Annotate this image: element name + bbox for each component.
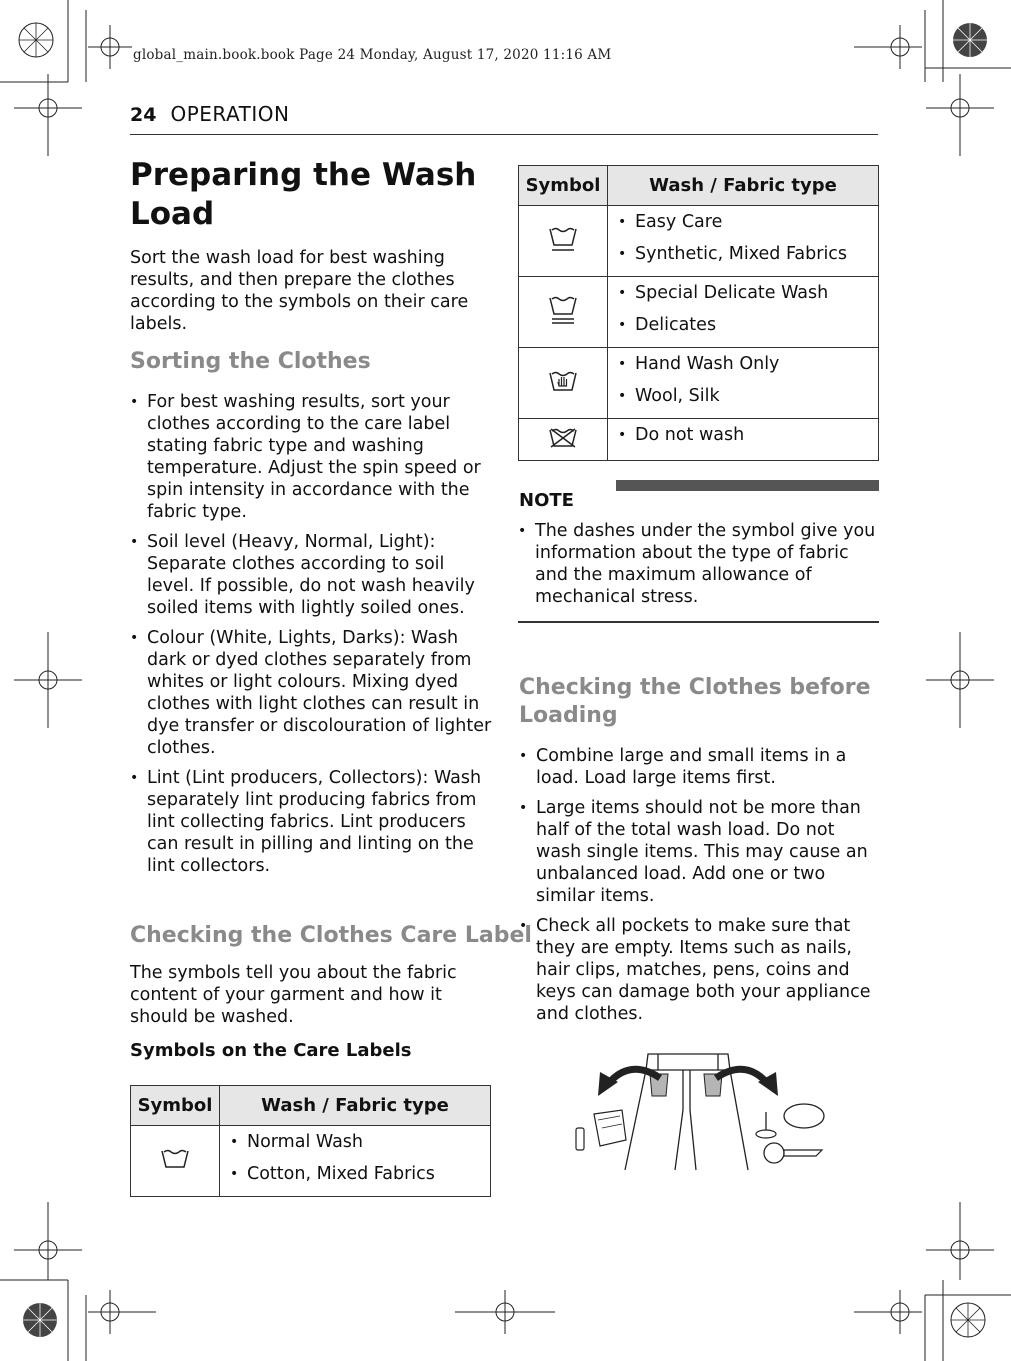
- checking-heading: Checking the Clothes before Loading: [519, 675, 871, 728]
- table-row: [131, 1126, 491, 1197]
- list-item: • Soil level (Heavy, Normal, Light): Separate clothes according to soil level. If possible, do not wash heavily soiled items with lightly soiled ones.: [130, 531, 492, 619]
- checking-list: [519, 745, 879, 1025]
- section-title: OPERATION: [170, 102, 290, 126]
- list-item: • Hand Wash Only: [618, 353, 878, 375]
- list-item: • Special Delicate Wash: [618, 282, 878, 304]
- note-divider: [518, 621, 879, 623]
- page-title: Preparing the Wash Load: [130, 157, 477, 232]
- left-column: [130, 156, 492, 335]
- sorting-section: [130, 348, 492, 885]
- list-item: • Cotton, Mixed Fabrics: [230, 1163, 490, 1185]
- care-label-heading: Checking the Clothes Care Label: [130, 923, 532, 948]
- list-item: • The dashes under the symbol give you information about the type of fabric and the maximum allowance of mechanical stress.: [518, 520, 879, 608]
- intro-paragraph: Sort the wash load for best washing results, and then prepare the clothes according to the symbols on their care labels.: [130, 248, 469, 334]
- list-item: • Combine large and small items in a load. Load large items first.: [519, 745, 879, 789]
- page-number: 24: [130, 104, 157, 126]
- note-box: [518, 480, 879, 616]
- wash-tub-two-bars-icon: [548, 294, 578, 326]
- list-item: • Wool, Silk: [618, 385, 878, 407]
- list-item: • Delicates: [618, 314, 878, 336]
- page-header: [130, 102, 878, 135]
- table-row: [519, 206, 879, 277]
- list-item: • Large items should not be more than half of the total wash load. Do not wash single items. This may cause an unbalanced load. Add one or two similar items.: [519, 797, 879, 907]
- note-title: NOTE: [519, 490, 574, 511]
- list-item: • Do not wash: [618, 424, 878, 446]
- table-row: [519, 419, 879, 461]
- note-bar: [616, 480, 879, 491]
- symbols-heading: Symbols on the Care Labels: [130, 1040, 412, 1061]
- col-header-type: Wash / Fabric type: [220, 1086, 491, 1126]
- care-label-section: [130, 922, 532, 1061]
- col-header-symbol: Symbol: [131, 1086, 220, 1126]
- empty-pockets-illustration: [570, 1050, 830, 1175]
- sorting-heading: Sorting the Clothes: [130, 349, 371, 374]
- list-item: • For best washing results, sort your clothes according to the care label stating fabric type and washing temperature. Adjust the spin speed or spin intensity in accordance with the fabric type.: [130, 391, 492, 523]
- checking-section: [519, 674, 879, 1033]
- list-item: • Normal Wash: [230, 1131, 490, 1153]
- list-item: • Colour (White, Lights, Darks): Wash dark or dyed clothes separately from whites or light colours. Mixing dyed clothes with light clothes can result in dye transfer or discolouration of lighter clothes.: [130, 627, 492, 759]
- do-not-wash-icon: [548, 426, 578, 450]
- col-header-type: Wash / Fabric type: [608, 166, 879, 206]
- note-list: [518, 520, 879, 608]
- list-item: • Check all pockets to make sure that they are empty. Items such as nails, hair clips, matches, pens, coins and keys can damage both your appliance and clothes.: [519, 915, 879, 1025]
- wash-tub-one-bar-icon: [548, 225, 578, 253]
- table-row: [519, 348, 879, 419]
- sorting-list: [130, 391, 492, 877]
- hand-wash-icon: [548, 368, 578, 394]
- print-slug: global_main.book.book Page 24 Monday, August 17, 2020 11:16 AM: [133, 47, 612, 63]
- care-label-intro: The symbols tell you about the fabric content of your garment and how it should be washed.: [130, 963, 457, 1027]
- list-item: • Easy Care: [618, 211, 878, 233]
- wash-tub-icon: [160, 1147, 190, 1171]
- list-item: • Lint (Lint producers, Collectors): Wash separately lint producing fabrics from lint collecting fabrics. Lint producers can result in pilling and linting on the lint collectors.: [130, 767, 492, 877]
- care-table-left: [130, 1085, 491, 1197]
- table-row: [519, 277, 879, 348]
- care-table-right: [518, 165, 879, 461]
- list-item: • Synthetic, Mixed Fabrics: [618, 243, 878, 265]
- col-header-symbol: Symbol: [519, 166, 608, 206]
